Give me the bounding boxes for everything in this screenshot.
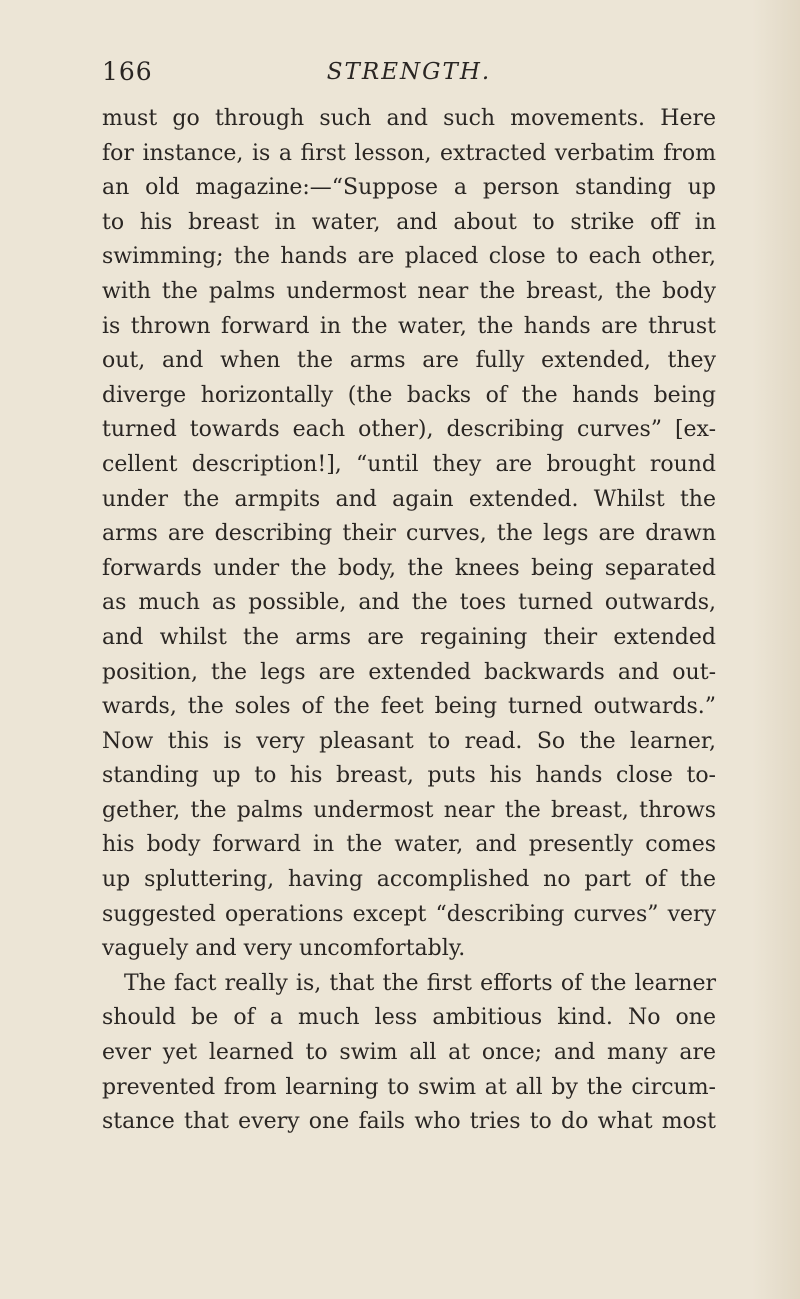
text-line: to his breast in water, and about to strike off in — [102, 209, 716, 235]
text-line: arms are describing their curves, the legs are drawn — [102, 521, 716, 547]
text-line: standing up to his breast, puts his hands close to- — [102, 763, 716, 789]
page-number: 166 — [102, 57, 153, 86]
text-line: for instance, is a first lesson, extracted verbatim from — [102, 140, 716, 166]
text-line: out, and when the arms are fully extended, they — [102, 348, 716, 374]
text-line: wards, the soles of the feet being turned outwards.” — [102, 694, 716, 720]
text-line: as much as possible, and the toes turned outwards, — [102, 590, 716, 616]
text-line: gether, the palms undermost near the breast, throws — [102, 797, 716, 823]
running-head: STRENGTH. — [326, 59, 492, 85]
text-line: turned towards each other), describing curves” [ex- — [102, 417, 716, 443]
text-line: ever yet learned to swim all at once; and many are — [102, 1040, 716, 1066]
text-line: cellent description!], “until they are brought round — [102, 451, 716, 477]
text-line: Now this is very pleasant to read. So the learner, — [102, 728, 716, 754]
text-line: position, the legs are extended backwards and out- — [102, 659, 716, 685]
text-line: The fact really is, that the first efforts of the learner — [124, 970, 716, 996]
text-line: prevented from learning to swim at all by the circum- — [102, 1074, 716, 1100]
text-line: with the palms undermost near the breast, the body — [102, 278, 716, 304]
text-line: an old magazine:—“Suppose a person standing up — [102, 175, 716, 201]
text-line: up spluttering, having accomplished no part of the — [102, 867, 716, 893]
text-line: stance that every one fails who tries to do what most — [102, 1109, 716, 1135]
body-text — [102, 102, 716, 1140]
text-line: should be of a much less ambitious kind. No one — [102, 1005, 716, 1031]
page-header — [102, 52, 716, 92]
text-line: forwards under the body, the knees being separated — [102, 555, 716, 581]
text-line: under the armpits and again extended. Whilst the — [102, 486, 716, 512]
text-line: suggested operations except “describing curves” very — [102, 901, 716, 927]
text-line: vaguely and very uncomfortably. — [102, 936, 466, 962]
text-line: swimming; the hands are placed close to each other, — [102, 244, 716, 270]
text-line: diverge horizontally (the backs of the hands being — [102, 382, 716, 408]
text-line: must go through such and such movements. Here — [102, 106, 716, 131]
text-line: his body forward in the water, and presently comes — [102, 832, 716, 858]
text-line: is thrown forward in the water, the hands are thrust — [102, 313, 716, 339]
text-line: and whilst the arms are regaining their extended — [102, 624, 716, 650]
